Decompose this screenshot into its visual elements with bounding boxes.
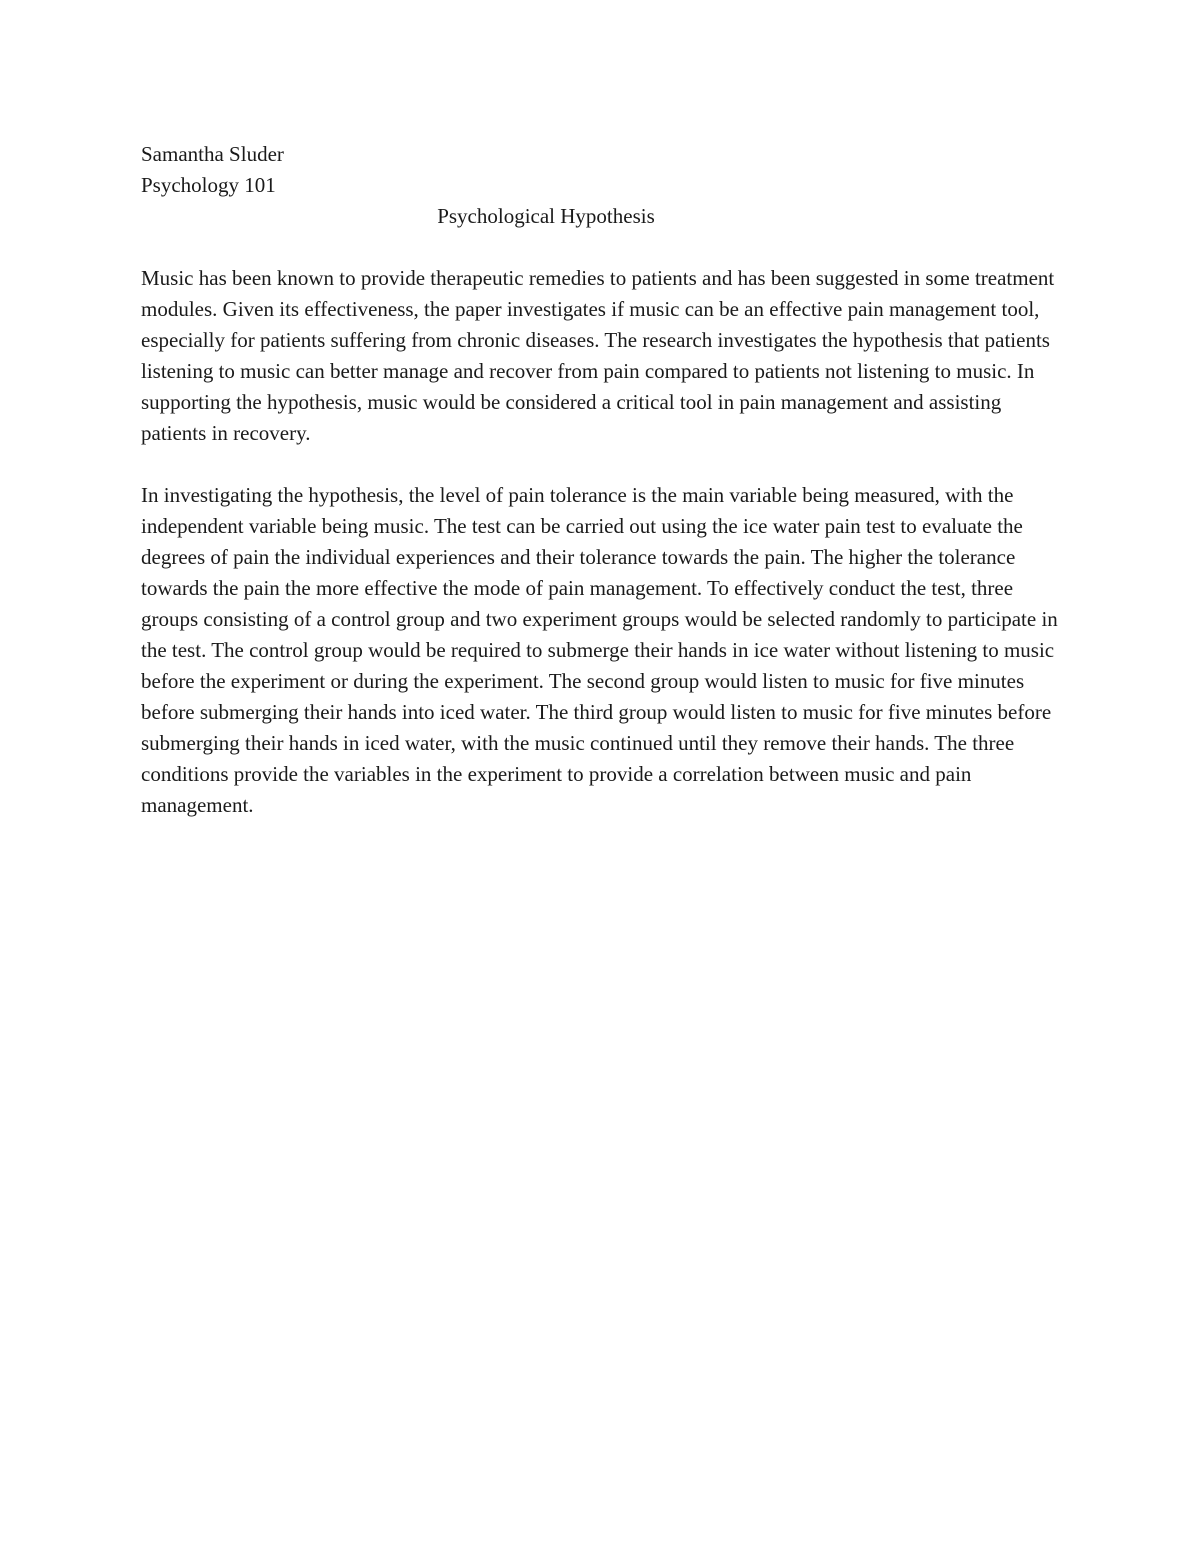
spacer bbox=[141, 232, 1066, 263]
author-name: Samantha Sluder bbox=[141, 142, 284, 166]
document-title: Psychological Hypothesis bbox=[437, 204, 655, 228]
paragraph-1: Music has been known to provide therapeutic remedies to patients and has been suggested in some treatment modules. Given its effectiveness, the paper investigates if music can be an effective pain management tool, especially for patients suffering from chronic diseases. The research investigates the hypothesis that patients listening to music can better manage and recover from pain compared to patients not listening to music. In supporting the hypothesis, music would be considered a critical tool in pain management and assisting patients in recovery. bbox=[141, 266, 1055, 445]
spacer bbox=[141, 449, 1066, 480]
paragraph-2: In investigating the hypothesis, the level of pain tolerance is the main variable being measured, with the independent variable being music. The test can be carried out using the ice water pain test to evaluate the degrees of pain the individual experiences and their tolerance towards the pain. The higher the tolerance towards the pain the more effective the mode of pain management. To effectively conduct the test, three groups consisting of a control group and two experiment groups would be selected randomly to participate in the test. The control group would be required to submerge their hands in ice water without listening to music before the experiment or during the experiment. The second group would listen to music for five minutes before submerging their hands into iced water. The third group would listen to music for five minutes before submerging their hands in iced water, with the music continued until they remove their hands. The three conditions provide the variables in the experiment to provide a correlation between music and pain management. bbox=[141, 483, 1058, 817]
document-body bbox=[141, 139, 1066, 821]
course-name: Psychology 101 bbox=[141, 173, 276, 197]
